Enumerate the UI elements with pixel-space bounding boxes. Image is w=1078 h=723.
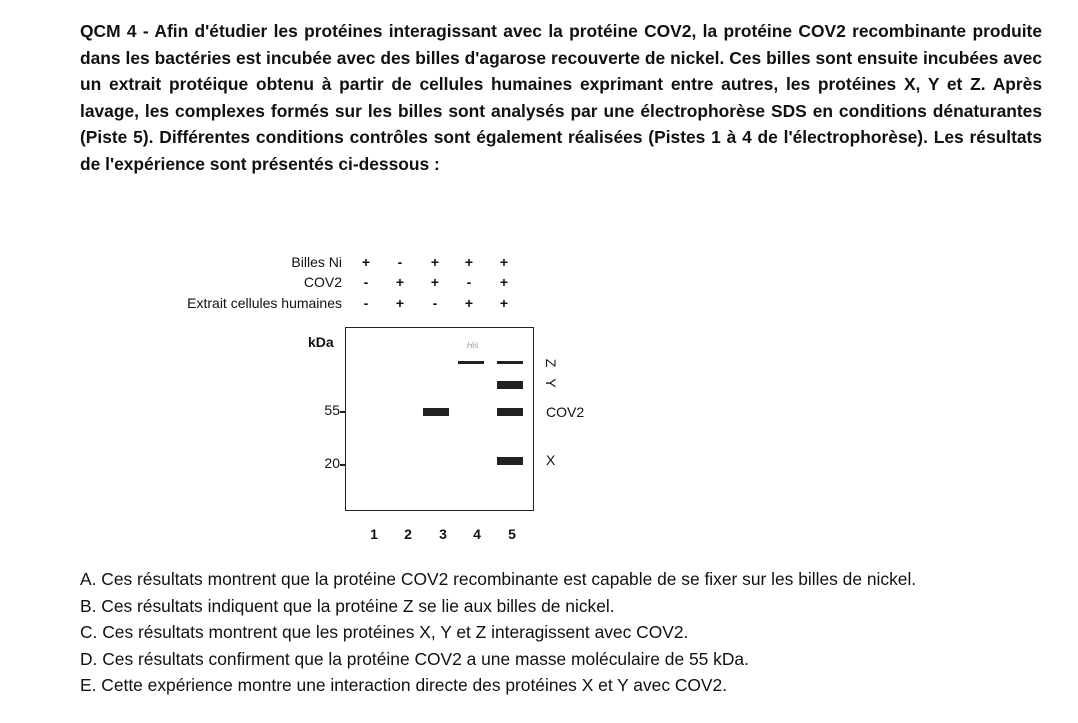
answer-b: B. Ces résultats indiquent que la protéine Z se lie aux billes de nickel. <box>80 595 615 616</box>
band-lane5-cov2 <box>497 408 523 416</box>
mw-marker-55: 55 <box>324 402 340 418</box>
sign: - <box>397 254 403 270</box>
sign: + <box>395 274 405 290</box>
lane-number: 2 <box>404 526 412 542</box>
lane-number: 1 <box>370 526 378 542</box>
sign: + <box>395 295 405 311</box>
lane-number: 3 <box>439 526 447 542</box>
mw-tick <box>340 411 346 413</box>
gel-box <box>345 327 534 511</box>
sign: + <box>430 254 440 270</box>
band-lane3-cov2 <box>423 408 449 416</box>
sign: - <box>363 274 369 290</box>
mw-tick <box>340 464 346 466</box>
answer-list <box>80 566 916 699</box>
gel-scribble: His <box>467 341 479 350</box>
lane-number: 4 <box>473 526 481 542</box>
answer-d: D. Ces résultats confirment que la protéine COV2 a une masse moléculaire de 55 kDa. <box>80 648 749 669</box>
kda-label: kDa <box>308 334 334 350</box>
mw-marker-20: 20 <box>324 455 340 471</box>
answer-c: C. Ces résultats montrent que les protéines X, Y et Z interagissent avec COV2. <box>80 622 689 642</box>
condition-label-extrait: Extrait cellules humaines <box>187 295 342 311</box>
sign: - <box>432 295 438 311</box>
band-lane5-x <box>497 457 523 465</box>
sign: + <box>464 295 474 311</box>
answer-a: A. Ces résultats montrent que la protéine COV2 recombinante est capable de se fixer sur les billes de nickel. <box>80 569 917 589</box>
band-label-x: X <box>546 452 556 468</box>
sign: + <box>361 254 371 270</box>
sign: - <box>466 274 472 290</box>
band-label-y: Y <box>543 378 559 388</box>
band-label-z: Z <box>543 358 559 368</box>
lane-number: 5 <box>508 526 516 542</box>
sign: + <box>499 295 509 311</box>
answer-e: E. Cette expérience montre une interaction directe des protéines X et Y avec COV2. <box>80 675 728 695</box>
sign: + <box>499 254 509 270</box>
band-lane5-z <box>497 361 523 364</box>
question-text: QCM 4 - Afin d'étudier les protéines interagissant avec la protéine COV2, la protéine COV2 recombinante produite dans les bactéries est incubée avec des billes d'agarose recouverte de nickel. Ces billes sont ensuite incubées avec un extrait protéique obtenu à partir de cellules humaines exprimant entre autres, les protéines X, Y et Z. Après lavage, les complexes formés sur les billes sont analysés par une électrophorèse SDS en conditions dénaturantes (Piste 5). Différentes conditions contrôles sont également réalisées (Pistes 1 à 4 de l'électrophorèse). Les résultats de l'expérience sont présentés ci-dessous : <box>80 21 1042 174</box>
sign: + <box>430 274 440 290</box>
sign: - <box>363 295 369 311</box>
band-lane4-z <box>458 361 484 364</box>
sign: + <box>499 274 509 290</box>
sign: + <box>464 254 474 270</box>
band-lane5-y <box>497 381 523 389</box>
band-label-cov2: COV2 <box>546 404 585 420</box>
condition-label-cov2: COV2 <box>303 274 342 290</box>
condition-label-billes-ni: Billes Ni <box>291 254 342 270</box>
